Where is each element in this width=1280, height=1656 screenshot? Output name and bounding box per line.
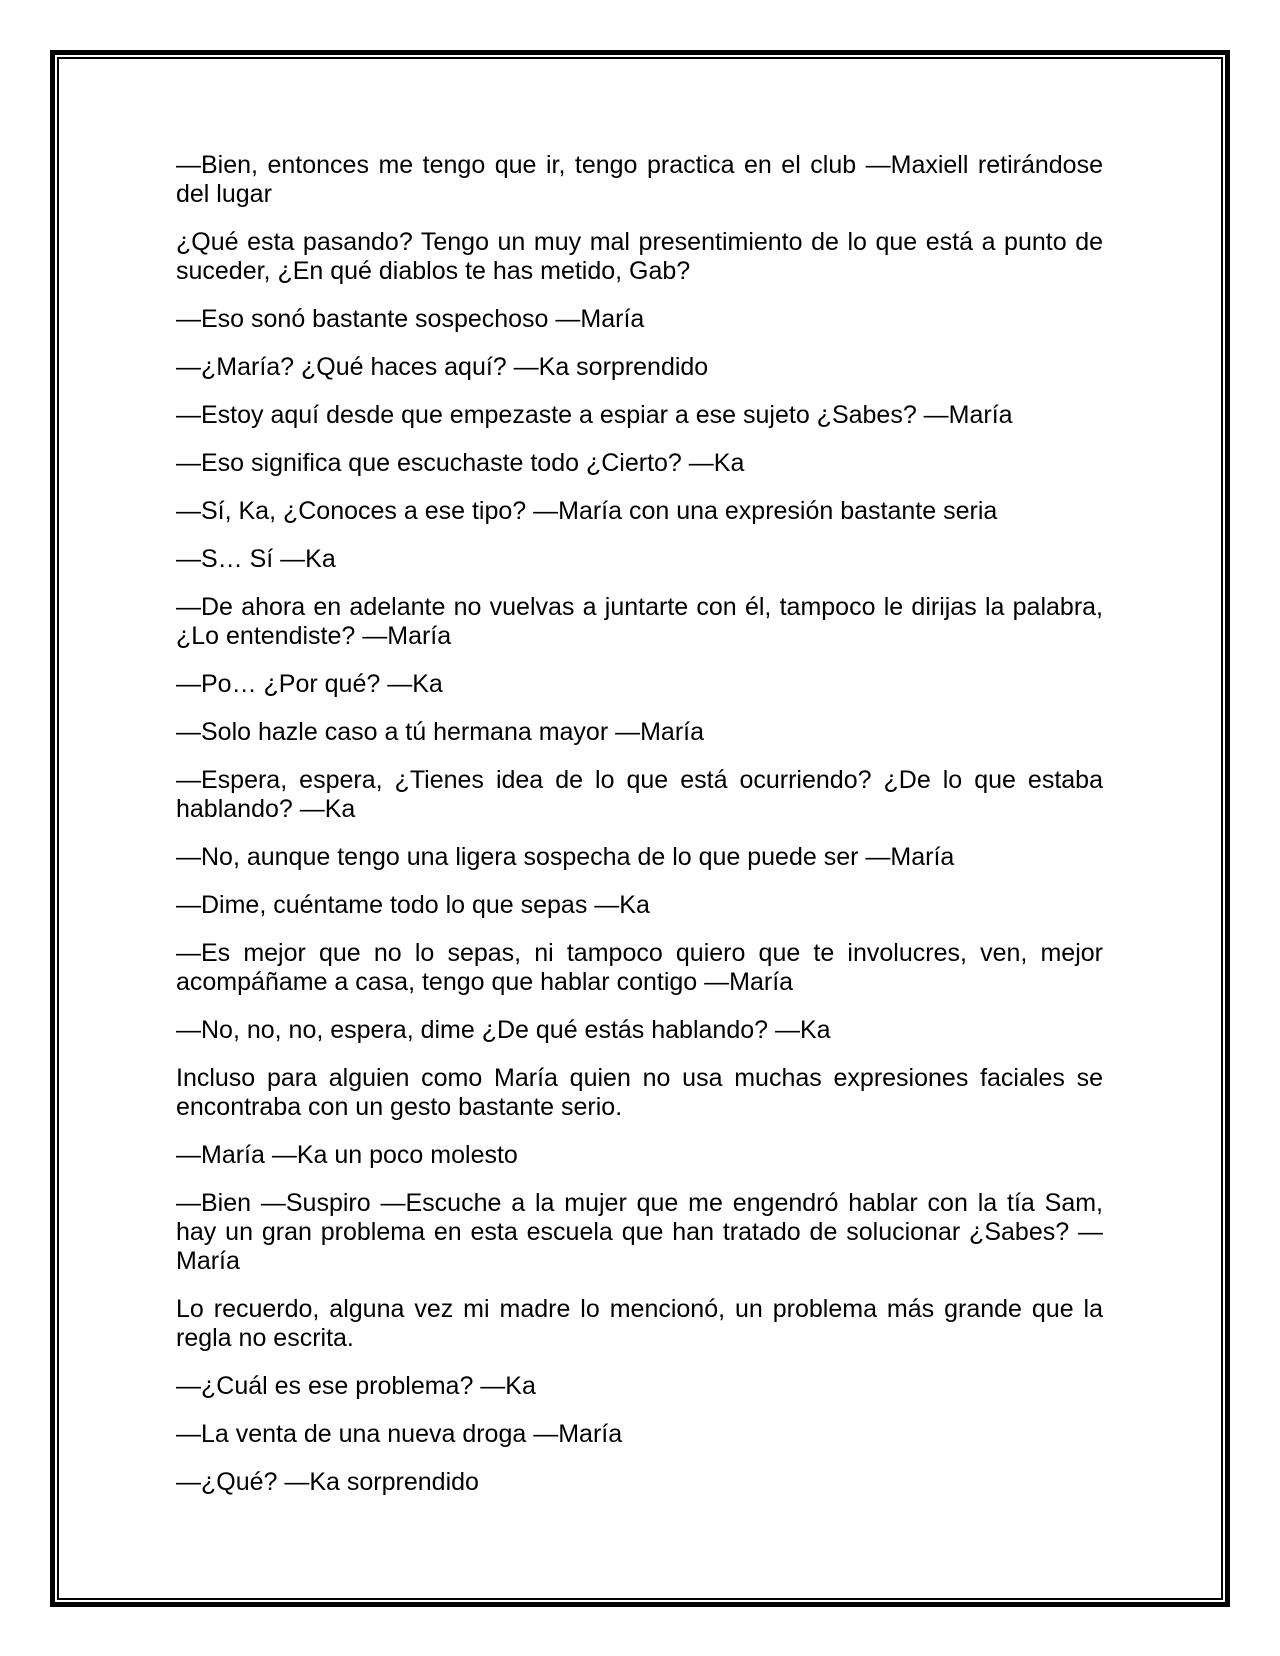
story-paragraph: —Bien —Suspiro —Escuche a la mujer que me engendró hablar con la tía Sam, hay un gran problema en esta escuela que han tratado de solucionar ¿Sabes? —María [176, 1189, 1103, 1275]
story-paragraph: —Eso significa que escuchaste todo ¿Cierto? —Ka [176, 449, 745, 477]
story-paragraph: —La venta de una nueva droga —María [176, 1420, 623, 1448]
story-paragraph: —¿María? ¿Qué haces aquí? —Ka sorprendido [176, 353, 709, 381]
story-paragraph: —Sí, Ka, ¿Conoces a ese tipo? —María con una expresión bastante seria [176, 497, 998, 525]
story-paragraph: —¿Qué? —Ka sorprendido [176, 1468, 479, 1496]
story-paragraph: —Dime, cuéntame todo lo que sepas —Ka [176, 891, 650, 919]
story-paragraph: —¿Cuál es ese problema? —Ka [176, 1372, 536, 1400]
story-paragraph: —Eso sonó bastante sospechoso —María [176, 305, 645, 333]
story-paragraph: —Solo hazle caso a tú hermana mayor —María [176, 718, 705, 746]
story-paragraph: —No, no, no, espera, dime ¿De qué estás hablando? —Ka [176, 1016, 831, 1044]
story-paragraph: —Espera, espera, ¿Tienes idea de lo que está ocurriendo? ¿De lo que estaba hablando? —Ka [176, 766, 1103, 823]
story-paragraph: Lo recuerdo, alguna vez mi madre lo mencionó, un problema más grande que la regla no escrita. [176, 1295, 1103, 1352]
story-paragraph: —No, aunque tengo una ligera sospecha de lo que puede ser —María [176, 843, 955, 871]
story-paragraph: —Es mejor que no lo sepas, ni tampoco quiero que te involucres, ven, mejor acompáñame a casa, tengo que hablar contigo —María [176, 939, 1103, 996]
story-text [176, 151, 1103, 1497]
story-paragraph: —María —Ka un poco molesto [176, 1141, 518, 1169]
story-paragraph: —De ahora en adelante no vuelvas a juntarte con él, tampoco le dirijas la palabra, ¿Lo entendiste? —María [176, 593, 1103, 650]
story-paragraph: —Bien, entonces me tengo que ir, tengo practica en el club —Maxiell retirándose del lugar [176, 151, 1103, 208]
story-paragraph: Incluso para alguien como María quien no usa muchas expresiones faciales se encontraba con un gesto bastante serio. [176, 1064, 1103, 1121]
story-paragraph: ¿Qué esta pasando? Tengo un muy mal presentimiento de lo que está a punto de suceder, ¿En qué diablos te has metido, Gab? [176, 228, 1103, 285]
story-paragraph: —Estoy aquí desde que empezaste a espiar a ese sujeto ¿Sabes? —María [176, 401, 1013, 429]
story-paragraph: —S… Sí —Ka [176, 545, 336, 573]
story-paragraph: —Po… ¿Por qué? —Ka [176, 670, 443, 698]
